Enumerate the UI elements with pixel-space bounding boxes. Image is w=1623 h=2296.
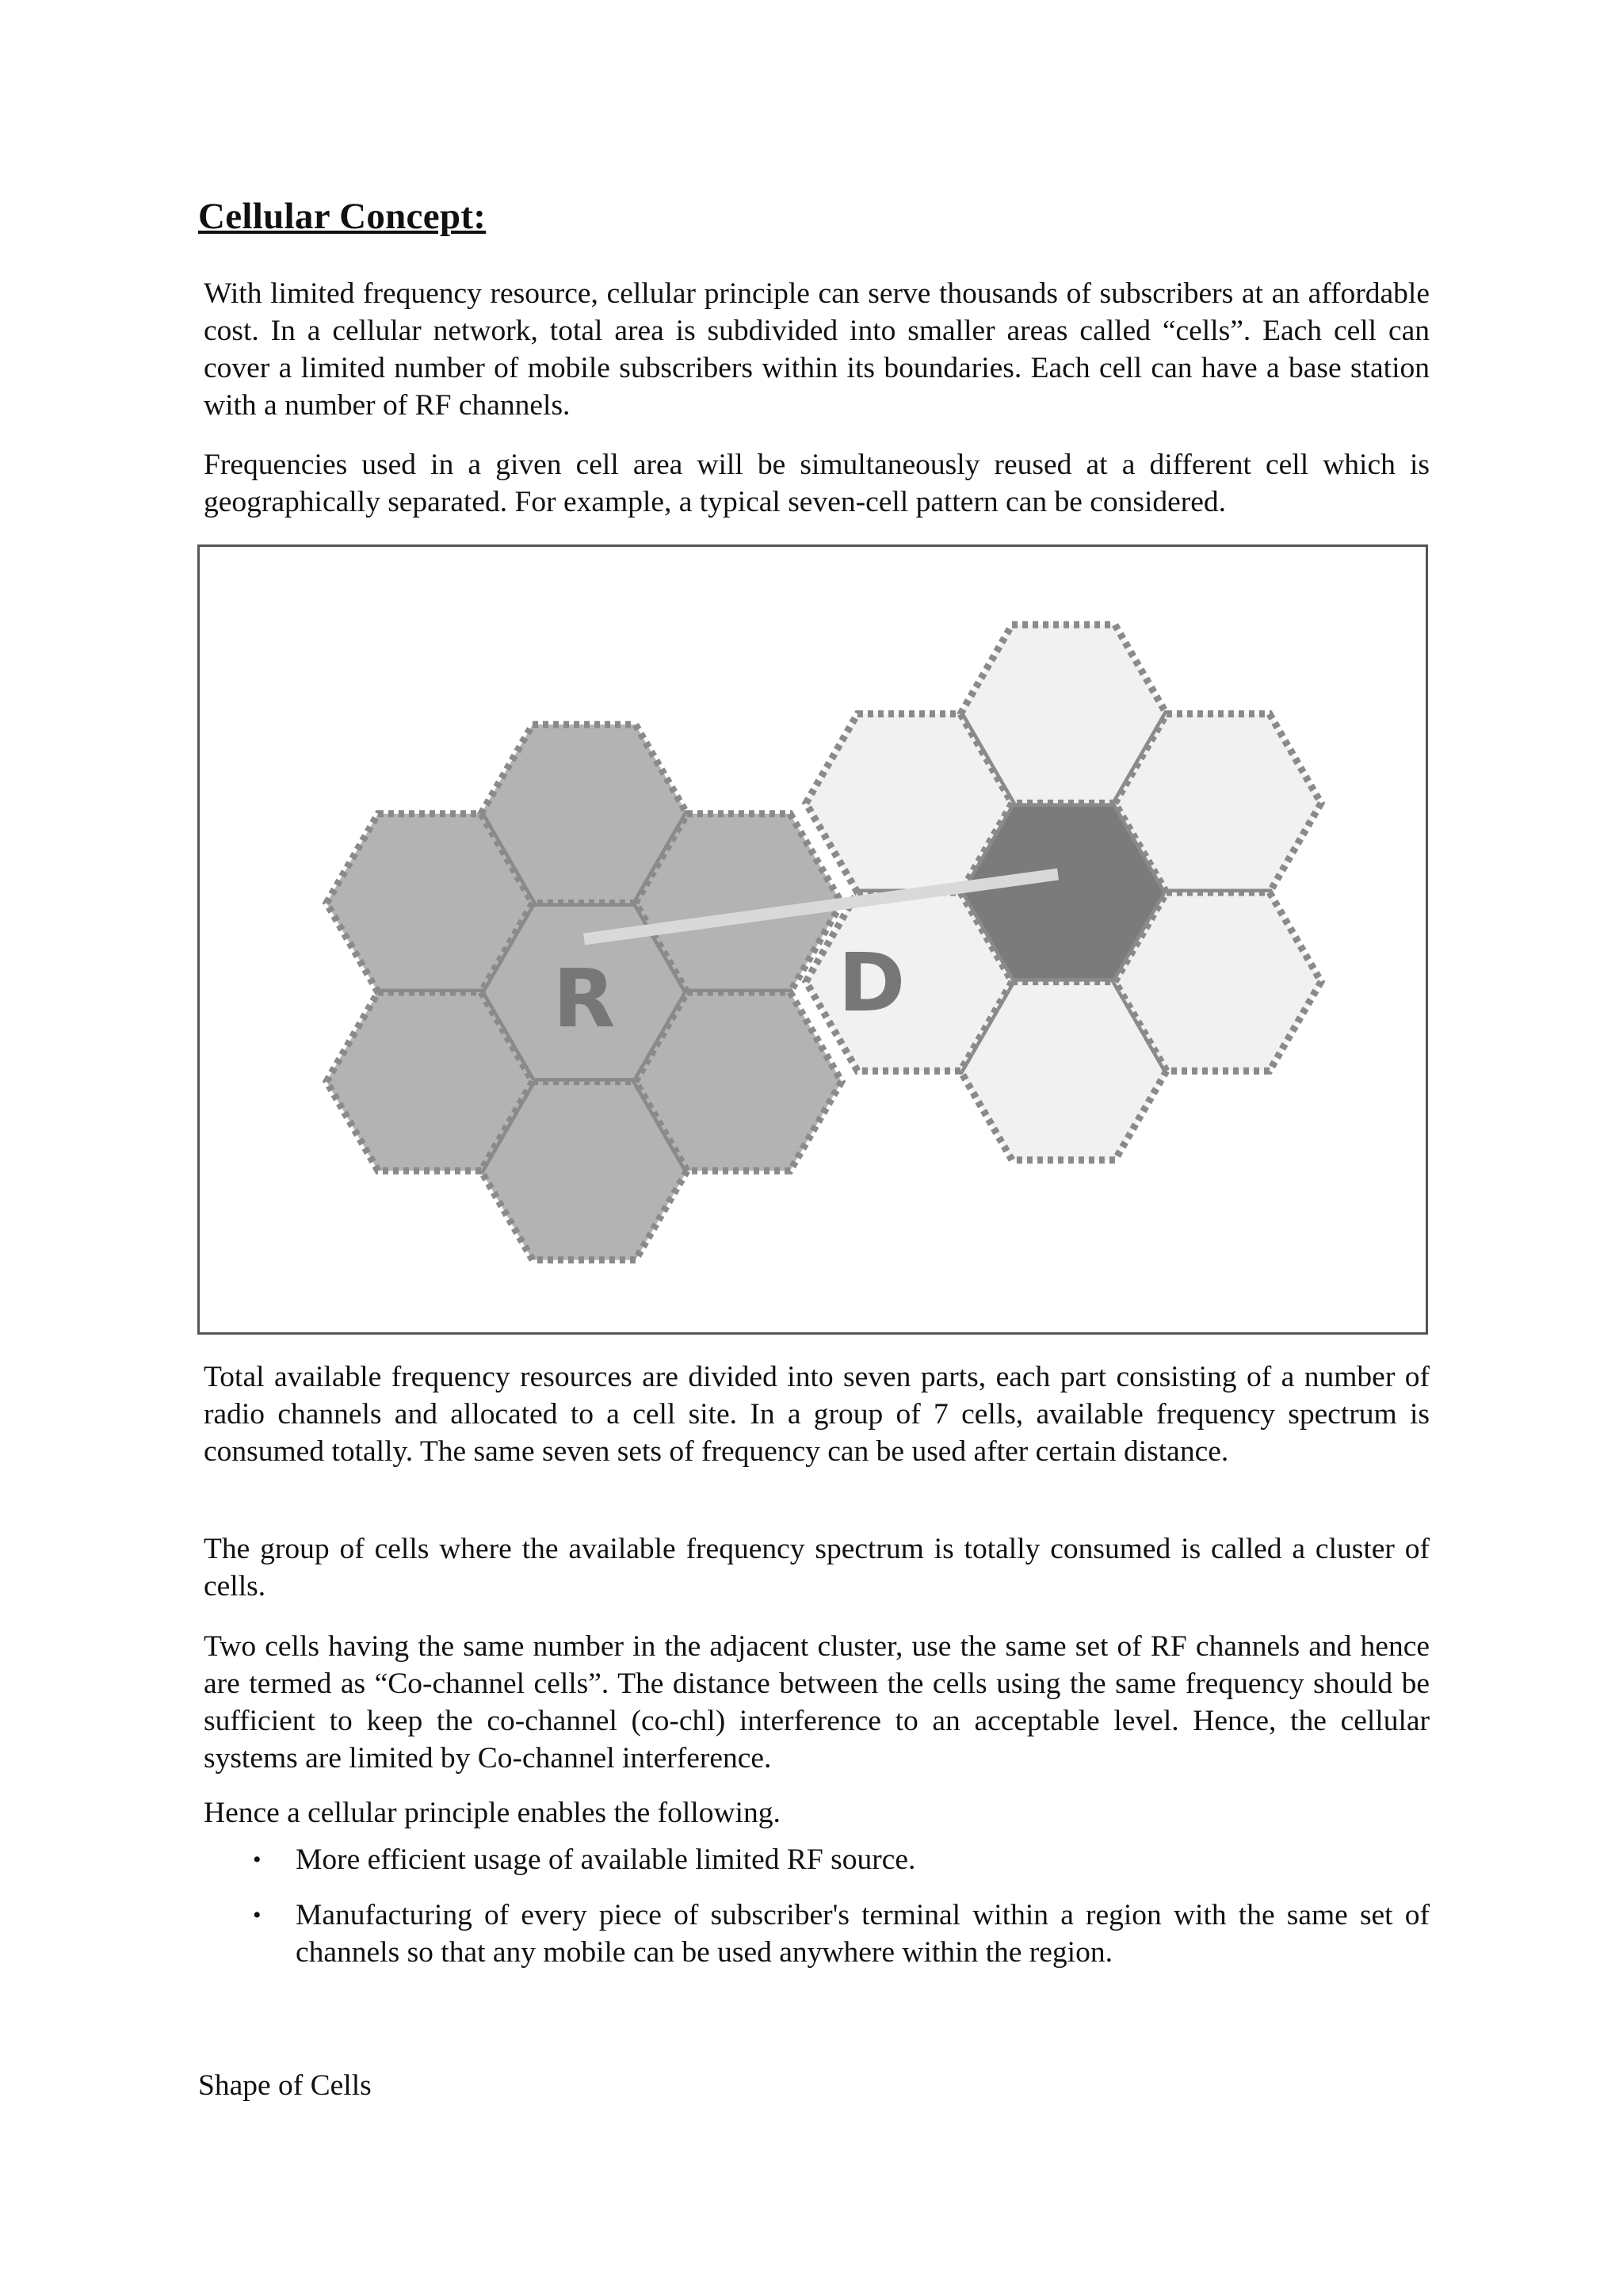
section-subheading: Shape of Cells [198, 2069, 372, 2102]
paragraph-cluster: The group of cells where the available frequency spectrum is totally consumed is called a cluster of cells. [204, 1533, 1430, 1603]
paragraph-frequency-reuse: Frequencies used in a given cell area will be simultaneously reused at a different cell which is geographically separated. For example, a typical seven-cell pattern can be considered. [204, 449, 1430, 518]
list-item [204, 1841, 1430, 1878]
page-title: Cellular Concept: [198, 196, 487, 237]
bullet-icon: • [253, 1847, 262, 1873]
reuse-distance-label: D [838, 936, 906, 1030]
bullet-icon: • [253, 1902, 262, 1928]
seven-cell-pattern-figure [197, 544, 1428, 1335]
list-item-text: More efficient usage of available limited RF source. [296, 1843, 916, 1876]
paragraph-cochannel: Two cells having the same number in the adjacent cluster, use the same set of RF channels and hence are termed as “Co-channel cells”. The distance between the cells using the same frequency should be sufficient to keep the co-channel (co-chl) interference to an acceptable level. Hence, the cellular systems are limited by Co-channel interference. [204, 1630, 1430, 1775]
benefits-list [204, 1841, 1430, 1989]
list-item [204, 1897, 1430, 1971]
cell-diagram [200, 547, 1426, 1332]
cell-radius-label: R [552, 952, 616, 1046]
list-item-text: Manufacturing of every piece of subscriber's terminal within a region with the same set of channels so that any mobile can be used anywhere within the region. [296, 1899, 1430, 1969]
paragraph-intro: With limited frequency resource, cellular principle can serve thousands of subscribers at an affordable cost. In a cellular network, total area is subdivided into smaller areas called “cells”. Each cell can cover a limited number of mobile subscribers within its boundaries. Each cell can have a base station with a number of RF channels. [204, 277, 1430, 422]
paragraph-principle-intro: Hence a cellular principle enables the following. [204, 1797, 781, 1829]
paragraph-frequency-division: Total available frequency resources are divided into seven parts, each part consisting of a number of radio channels and allocated to a cell site. In a group of 7 cells, available frequency spectrum is consumed totally. The same seven sets of frequency can be used after certain distance. [204, 1361, 1430, 1468]
